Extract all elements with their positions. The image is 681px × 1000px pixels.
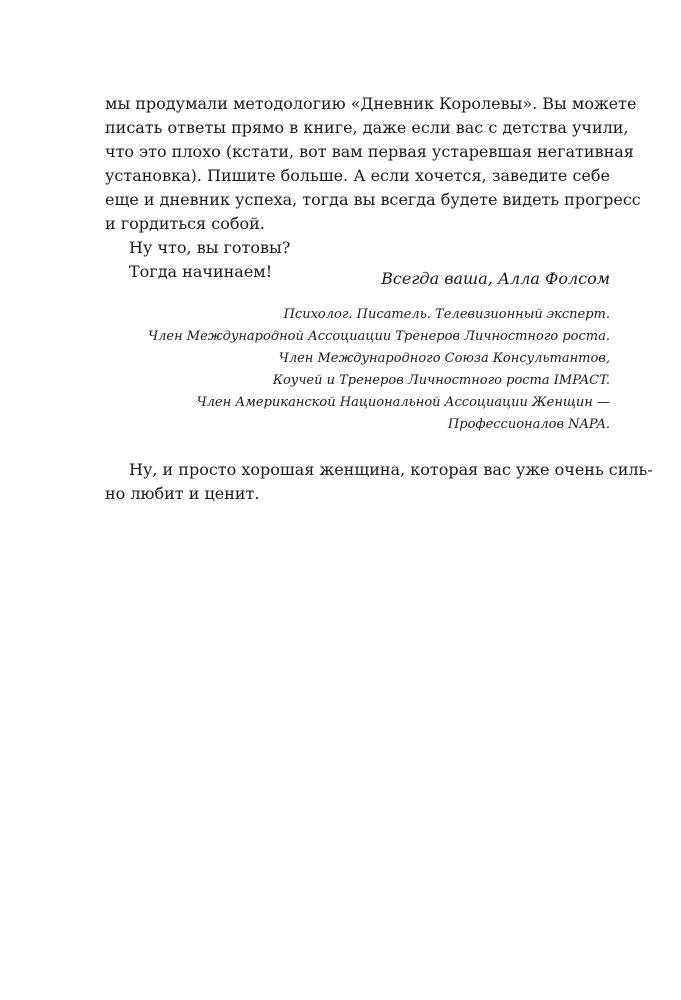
begin-line: Тогда начинаем!	[129, 262, 273, 281]
question-line: Ну что, вы готовы?	[129, 238, 291, 257]
closing-paragraph	[105, 458, 653, 506]
author-credentials	[105, 304, 610, 436]
body-line: и гордиться собой.	[105, 214, 265, 233]
credential-line: Психолог. Писатель. Телевизионный эксперт.	[283, 307, 610, 322]
body-line: мы продумали методологию «Дневник Королевы». Вы можете	[105, 94, 637, 113]
credential-line: Член Международной Ассоциации Тренеров Личностного роста.	[148, 329, 610, 344]
body-line: что это плохо (кстати, вот вам первая устаревшая негативная	[105, 142, 634, 161]
credential-line: Коучей и Тренеров Личностного роста IMPACT.	[272, 373, 610, 388]
credential-line: Член Международного Союза Консультантов,	[278, 351, 610, 366]
body-line: установка). Пишите больше. А если хочется, заведите себе	[105, 166, 610, 185]
credential-line: Профессионалов NAPA.	[447, 417, 610, 432]
author-signature: Всегда ваша, Алла Фолсом	[381, 269, 610, 288]
closing-line: Ну, и просто хорошая женщина, которая вас уже очень силь-	[129, 460, 653, 479]
closing-line: но любит и ценит.	[105, 484, 260, 503]
body-paragraph	[105, 92, 641, 284]
body-line: писать ответы прямо в книге, даже если вас с детства учили,	[105, 118, 629, 137]
credential-line: Член Американской Национальной Ассоциации Женщин —	[196, 395, 610, 410]
body-line: еще и дневник успеха, тогда вы всегда будете видеть прогресс	[105, 190, 641, 209]
